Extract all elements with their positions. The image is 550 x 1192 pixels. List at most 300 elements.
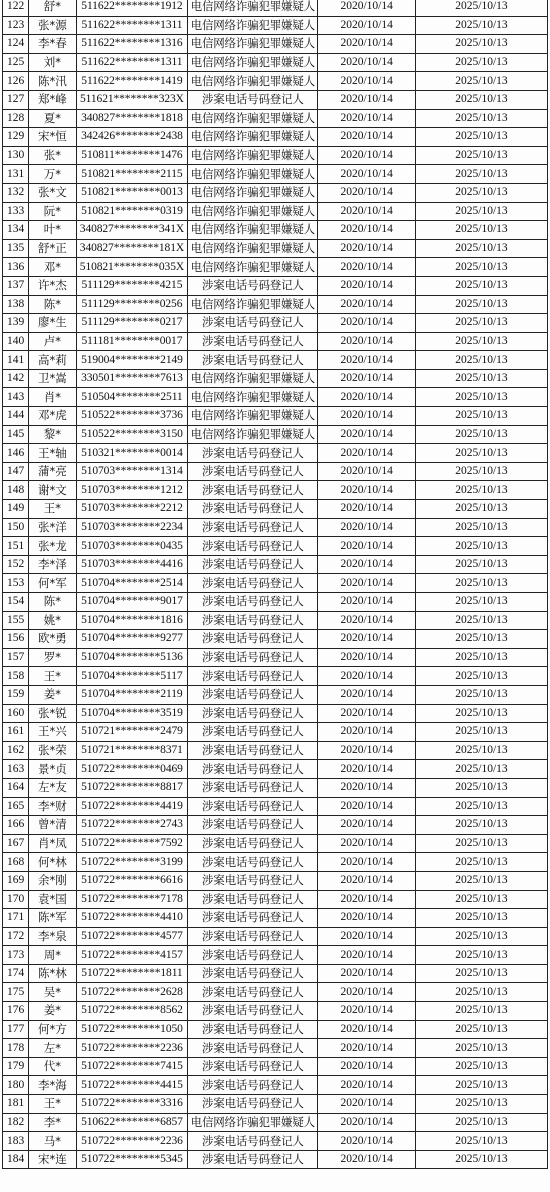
end-date-cell: 2025/10/13 <box>416 369 548 388</box>
id-number-cell: 510821********0319 <box>76 202 188 221</box>
row-number-cell: 128 <box>3 109 29 128</box>
row-number-cell: 156 <box>3 630 29 649</box>
end-date-cell: 2025/10/13 <box>416 983 548 1002</box>
role-description-cell: 电信网络诈骗犯罪嫌疑人 <box>188 165 318 184</box>
id-number-cell: 510622********6857 <box>76 1113 188 1132</box>
row-number-cell: 144 <box>3 407 29 426</box>
role-description-cell: 涉案电话号码登记人 <box>188 723 318 742</box>
end-date-cell: 2025/10/13 <box>416 183 548 202</box>
table-row <box>3 332 548 351</box>
person-name-cell: 王*轴 <box>29 444 76 463</box>
start-date-cell: 2020/10/14 <box>318 183 416 202</box>
start-date-cell: 2020/10/14 <box>318 983 416 1002</box>
end-date-cell: 2025/10/13 <box>416 53 548 72</box>
role-description-cell: 电信网络诈骗犯罪嫌疑人 <box>188 1113 318 1132</box>
end-date-cell: 2025/10/13 <box>416 778 548 797</box>
row-number-cell: 170 <box>3 890 29 909</box>
person-name-cell: 王*兴 <box>29 723 76 742</box>
row-number-cell: 130 <box>3 146 29 165</box>
role-description-cell: 涉案电话号码登记人 <box>188 704 318 723</box>
id-number-cell: 510703********2212 <box>76 500 188 519</box>
person-name-cell: 阮* <box>29 202 76 221</box>
end-date-cell: 2025/10/13 <box>416 295 548 314</box>
start-date-cell: 2020/10/14 <box>318 593 416 612</box>
start-date-cell: 2020/10/14 <box>318 667 416 686</box>
id-number-cell: 510821********035X <box>76 258 188 277</box>
role-description-cell: 涉案电话号码登记人 <box>188 518 318 537</box>
id-number-cell: 510722********3316 <box>76 1095 188 1114</box>
end-date-cell: 2025/10/13 <box>416 1002 548 1021</box>
role-description-cell: 涉案电话号码登记人 <box>188 890 318 909</box>
role-description-cell: 涉案电话号码登记人 <box>188 778 318 797</box>
role-description-cell: 涉案电话号码登记人 <box>188 871 318 890</box>
person-name-cell: 张* <box>29 146 76 165</box>
start-date-cell: 2020/10/14 <box>318 500 416 519</box>
role-description-cell: 涉案电话号码登记人 <box>188 537 318 556</box>
person-name-cell: 李*春 <box>29 35 76 54</box>
end-date-cell: 2025/10/13 <box>416 574 548 593</box>
id-number-cell: 510703********4416 <box>76 555 188 574</box>
person-name-cell: 景*贞 <box>29 760 76 779</box>
start-date-cell: 2020/10/14 <box>318 890 416 909</box>
row-number-cell: 163 <box>3 760 29 779</box>
start-date-cell: 2020/10/14 <box>318 425 416 444</box>
id-number-cell: 511622********1311 <box>76 16 188 35</box>
person-name-cell: 张*龙 <box>29 537 76 556</box>
table-row <box>3 834 548 853</box>
role-description-cell: 涉案电话号码登记人 <box>188 1095 318 1114</box>
table-row <box>3 1002 548 1021</box>
role-description-cell: 涉案电话号码登记人 <box>188 314 318 333</box>
start-date-cell: 2020/10/14 <box>318 53 416 72</box>
row-number-cell: 138 <box>3 295 29 314</box>
end-date-cell: 2025/10/13 <box>416 946 548 965</box>
role-description-cell: 涉案电话号码登记人 <box>188 741 318 760</box>
id-number-cell: 510721********8371 <box>76 741 188 760</box>
row-number-cell: 142 <box>3 369 29 388</box>
id-number-cell: 510722********7178 <box>76 890 188 909</box>
start-date-cell: 2020/10/14 <box>318 741 416 760</box>
id-number-cell: 510722********2628 <box>76 983 188 1002</box>
data-table <box>2 0 548 1169</box>
role-description-cell: 电信网络诈骗犯罪嫌疑人 <box>188 0 318 16</box>
person-name-cell: 谢*文 <box>29 481 76 500</box>
id-number-cell: 511622********1311 <box>76 53 188 72</box>
table-row <box>3 890 548 909</box>
start-date-cell: 2020/10/14 <box>318 630 416 649</box>
id-number-cell: 511181********0017 <box>76 332 188 351</box>
start-date-cell: 2020/10/14 <box>318 797 416 816</box>
person-name-cell: 马* <box>29 1132 76 1151</box>
person-name-cell: 廖*生 <box>29 314 76 333</box>
end-date-cell: 2025/10/13 <box>416 444 548 463</box>
row-number-cell: 182 <box>3 1113 29 1132</box>
role-description-cell: 电信网络诈骗犯罪嫌疑人 <box>188 16 318 35</box>
end-date-cell: 2025/10/13 <box>416 351 548 370</box>
end-date-cell: 2025/10/13 <box>416 1076 548 1095</box>
end-date-cell: 2025/10/13 <box>416 202 548 221</box>
person-name-cell: 张*文 <box>29 183 76 202</box>
end-date-cell: 2025/10/13 <box>416 16 548 35</box>
table-row <box>3 128 548 147</box>
id-number-cell: 340827********1818 <box>76 109 188 128</box>
id-number-cell: 511622********1912 <box>76 0 188 16</box>
row-number-cell: 169 <box>3 871 29 890</box>
person-name-cell: 舒*正 <box>29 239 76 258</box>
table-row <box>3 53 548 72</box>
person-name-cell: 陈*汛 <box>29 72 76 91</box>
role-description-cell: 涉案电话号码登记人 <box>188 927 318 946</box>
person-name-cell: 肖* <box>29 388 76 407</box>
table-row <box>3 760 548 779</box>
id-number-cell: 510703********2234 <box>76 518 188 537</box>
person-name-cell: 张*洋 <box>29 518 76 537</box>
id-number-cell: 510722********8817 <box>76 778 188 797</box>
id-number-cell: 510722********3199 <box>76 853 188 872</box>
end-date-cell: 2025/10/13 <box>416 1132 548 1151</box>
person-name-cell: 宋*连 <box>29 1150 76 1169</box>
role-description-cell: 涉案电话号码登记人 <box>188 444 318 463</box>
table-row <box>3 630 548 649</box>
table-body <box>3 0 548 1169</box>
end-date-cell: 2025/10/13 <box>416 667 548 686</box>
id-number-cell: 510321********0014 <box>76 444 188 463</box>
end-date-cell: 2025/10/13 <box>416 500 548 519</box>
start-date-cell: 2020/10/14 <box>318 778 416 797</box>
person-name-cell: 蒲*亮 <box>29 462 76 481</box>
id-number-cell: 511129********4215 <box>76 276 188 295</box>
start-date-cell: 2020/10/14 <box>318 407 416 426</box>
row-number-cell: 168 <box>3 853 29 872</box>
table-row <box>3 221 548 240</box>
end-date-cell: 2025/10/13 <box>416 258 548 277</box>
row-number-cell: 146 <box>3 444 29 463</box>
role-description-cell: 涉案电话号码登记人 <box>188 909 318 928</box>
id-number-cell: 519004********2149 <box>76 351 188 370</box>
person-name-cell: 吴* <box>29 983 76 1002</box>
table-row <box>3 667 548 686</box>
person-name-cell: 李*泉 <box>29 927 76 946</box>
end-date-cell: 2025/10/13 <box>416 388 548 407</box>
id-number-cell: 510704********3519 <box>76 704 188 723</box>
start-date-cell: 2020/10/14 <box>318 0 416 16</box>
id-number-cell: 511129********0256 <box>76 295 188 314</box>
table-row <box>3 109 548 128</box>
table-row <box>3 816 548 835</box>
id-number-cell: 510722********4410 <box>76 909 188 928</box>
role-description-cell: 电信网络诈骗犯罪嫌疑人 <box>188 258 318 277</box>
role-description-cell: 涉案电话号码登记人 <box>188 90 318 109</box>
table-row <box>3 723 548 742</box>
start-date-cell: 2020/10/14 <box>318 332 416 351</box>
person-name-cell: 李*海 <box>29 1076 76 1095</box>
start-date-cell: 2020/10/14 <box>318 462 416 481</box>
person-name-cell: 宋*恒 <box>29 128 76 147</box>
role-description-cell: 涉案电话号码登记人 <box>188 853 318 872</box>
person-name-cell: 陈* <box>29 593 76 612</box>
end-date-cell: 2025/10/13 <box>416 239 548 258</box>
row-number-cell: 159 <box>3 685 29 704</box>
role-description-cell: 涉案电话号码登记人 <box>188 462 318 481</box>
start-date-cell: 2020/10/14 <box>318 1076 416 1095</box>
row-number-cell: 133 <box>3 202 29 221</box>
table-row <box>3 1076 548 1095</box>
row-number-cell: 150 <box>3 518 29 537</box>
start-date-cell: 2020/10/14 <box>318 518 416 537</box>
table-row <box>3 685 548 704</box>
person-name-cell: 何*军 <box>29 574 76 593</box>
end-date-cell: 2025/10/13 <box>416 890 548 909</box>
id-number-cell: 510722********1811 <box>76 964 188 983</box>
person-name-cell: 李*泽 <box>29 555 76 574</box>
start-date-cell: 2020/10/14 <box>318 481 416 500</box>
start-date-cell: 2020/10/14 <box>318 1095 416 1114</box>
row-number-cell: 127 <box>3 90 29 109</box>
row-number-cell: 151 <box>3 537 29 556</box>
id-number-cell: 510722********4157 <box>76 946 188 965</box>
table-row <box>3 407 548 426</box>
start-date-cell: 2020/10/14 <box>318 760 416 779</box>
role-description-cell: 涉案电话号码登记人 <box>188 332 318 351</box>
start-date-cell: 2020/10/14 <box>318 1002 416 1021</box>
start-date-cell: 2020/10/14 <box>318 946 416 965</box>
end-date-cell: 2025/10/13 <box>416 1113 548 1132</box>
id-number-cell: 511622********1316 <box>76 35 188 54</box>
table-row <box>3 481 548 500</box>
end-date-cell: 2025/10/13 <box>416 109 548 128</box>
start-date-cell: 2020/10/14 <box>318 276 416 295</box>
end-date-cell: 2025/10/13 <box>416 0 548 16</box>
table-row <box>3 258 548 277</box>
role-description-cell: 涉案电话号码登记人 <box>188 574 318 593</box>
person-name-cell: 陈*林 <box>29 964 76 983</box>
person-name-cell: 代* <box>29 1057 76 1076</box>
row-number-cell: 129 <box>3 128 29 147</box>
id-number-cell: 510703********1314 <box>76 462 188 481</box>
start-date-cell: 2020/10/14 <box>318 927 416 946</box>
role-description-cell: 电信网络诈骗犯罪嫌疑人 <box>188 407 318 426</box>
start-date-cell: 2020/10/14 <box>318 1113 416 1132</box>
role-description-cell: 电信网络诈骗犯罪嫌疑人 <box>188 53 318 72</box>
role-description-cell: 电信网络诈骗犯罪嫌疑人 <box>188 35 318 54</box>
end-date-cell: 2025/10/13 <box>416 593 548 612</box>
id-number-cell: 510704********2119 <box>76 685 188 704</box>
row-number-cell: 137 <box>3 276 29 295</box>
table-row <box>3 239 548 258</box>
role-description-cell: 电信网络诈骗犯罪嫌疑人 <box>188 183 318 202</box>
end-date-cell: 2025/10/13 <box>416 314 548 333</box>
id-number-cell: 510722********1050 <box>76 1020 188 1039</box>
person-name-cell: 邓*虎 <box>29 407 76 426</box>
table-row <box>3 555 548 574</box>
row-number-cell: 124 <box>3 35 29 54</box>
person-name-cell: 夏* <box>29 109 76 128</box>
row-number-cell: 126 <box>3 72 29 91</box>
id-number-cell: 510722********7592 <box>76 834 188 853</box>
role-description-cell: 涉案电话号码登记人 <box>188 667 318 686</box>
start-date-cell: 2020/10/14 <box>318 964 416 983</box>
row-number-cell: 160 <box>3 704 29 723</box>
person-name-cell: 曾*清 <box>29 816 76 835</box>
person-name-cell: 张*源 <box>29 16 76 35</box>
start-date-cell: 2020/10/14 <box>318 128 416 147</box>
person-name-cell: 李*财 <box>29 797 76 816</box>
role-description-cell: 涉案电话号码登记人 <box>188 1039 318 1058</box>
end-date-cell: 2025/10/13 <box>416 425 548 444</box>
role-description-cell: 电信网络诈骗犯罪嫌疑人 <box>188 239 318 258</box>
id-number-cell: 510704********9017 <box>76 593 188 612</box>
start-date-cell: 2020/10/14 <box>318 704 416 723</box>
person-name-cell: 姜* <box>29 1002 76 1021</box>
person-name-cell: 何*方 <box>29 1020 76 1039</box>
end-date-cell: 2025/10/13 <box>416 927 548 946</box>
start-date-cell: 2020/10/14 <box>318 369 416 388</box>
table-row <box>3 518 548 537</box>
start-date-cell: 2020/10/14 <box>318 444 416 463</box>
end-date-cell: 2025/10/13 <box>416 90 548 109</box>
id-number-cell: 510522********3150 <box>76 425 188 444</box>
row-number-cell: 139 <box>3 314 29 333</box>
person-name-cell: 王* <box>29 1095 76 1114</box>
role-description-cell: 涉案电话号码登记人 <box>188 1057 318 1076</box>
person-name-cell: 周* <box>29 946 76 965</box>
id-number-cell: 510722********4419 <box>76 797 188 816</box>
table-row <box>3 1113 548 1132</box>
start-date-cell: 2020/10/14 <box>318 35 416 54</box>
id-number-cell: 510722********2236 <box>76 1132 188 1151</box>
table-row <box>3 871 548 890</box>
table-row <box>3 1020 548 1039</box>
id-number-cell: 510704********2514 <box>76 574 188 593</box>
table-row <box>3 0 548 16</box>
start-date-cell: 2020/10/14 <box>318 239 416 258</box>
table-row <box>3 146 548 165</box>
role-description-cell: 电信网络诈骗犯罪嫌疑人 <box>188 221 318 240</box>
end-date-cell: 2025/10/13 <box>416 72 548 91</box>
row-number-cell: 165 <box>3 797 29 816</box>
table-row <box>3 35 548 54</box>
start-date-cell: 2020/10/14 <box>318 90 416 109</box>
end-date-cell: 2025/10/13 <box>416 723 548 742</box>
role-description-cell: 涉案电话号码登记人 <box>188 983 318 1002</box>
row-number-cell: 176 <box>3 1002 29 1021</box>
start-date-cell: 2020/10/14 <box>318 909 416 928</box>
person-name-cell: 张*锐 <box>29 704 76 723</box>
end-date-cell: 2025/10/13 <box>416 165 548 184</box>
start-date-cell: 2020/10/14 <box>318 314 416 333</box>
table-row <box>3 276 548 295</box>
end-date-cell: 2025/10/13 <box>416 816 548 835</box>
role-description-cell: 电信网络诈骗犯罪嫌疑人 <box>188 295 318 314</box>
table-row <box>3 1132 548 1151</box>
role-description-cell: 涉案电话号码登记人 <box>188 1002 318 1021</box>
end-date-cell: 2025/10/13 <box>416 871 548 890</box>
end-date-cell: 2025/10/13 <box>416 518 548 537</box>
table-row <box>3 909 548 928</box>
person-name-cell: 卢* <box>29 332 76 351</box>
start-date-cell: 2020/10/14 <box>318 685 416 704</box>
row-number-cell: 184 <box>3 1150 29 1169</box>
row-number-cell: 157 <box>3 648 29 667</box>
person-name-cell: 邓* <box>29 258 76 277</box>
role-description-cell: 电信网络诈骗犯罪嫌疑人 <box>188 72 318 91</box>
role-description-cell: 涉案电话号码登记人 <box>188 1076 318 1095</box>
table-row <box>3 648 548 667</box>
id-number-cell: 511621********323X <box>76 90 188 109</box>
role-description-cell: 涉案电话号码登记人 <box>188 630 318 649</box>
end-date-cell: 2025/10/13 <box>416 128 548 147</box>
id-number-cell: 510721********2479 <box>76 723 188 742</box>
person-name-cell: 高*莉 <box>29 351 76 370</box>
start-date-cell: 2020/10/14 <box>318 871 416 890</box>
row-number-cell: 154 <box>3 593 29 612</box>
row-number-cell: 136 <box>3 258 29 277</box>
start-date-cell: 2020/10/14 <box>318 16 416 35</box>
person-name-cell: 左* <box>29 1039 76 1058</box>
row-number-cell: 134 <box>3 221 29 240</box>
role-description-cell: 电信网络诈骗犯罪嫌疑人 <box>188 425 318 444</box>
person-name-cell: 陈*军 <box>29 909 76 928</box>
role-description-cell: 电信网络诈骗犯罪嫌疑人 <box>188 128 318 147</box>
person-name-cell: 袁*国 <box>29 890 76 909</box>
id-number-cell: 510811********1476 <box>76 146 188 165</box>
person-name-cell: 陈* <box>29 295 76 314</box>
end-date-cell: 2025/10/13 <box>416 630 548 649</box>
person-name-cell: 罗* <box>29 648 76 667</box>
start-date-cell: 2020/10/14 <box>318 723 416 742</box>
role-description-cell: 涉案电话号码登记人 <box>188 648 318 667</box>
row-number-cell: 147 <box>3 462 29 481</box>
role-description-cell: 涉案电话号码登记人 <box>188 797 318 816</box>
id-number-cell: 510722********5345 <box>76 1150 188 1169</box>
role-description-cell: 涉案电话号码登记人 <box>188 1132 318 1151</box>
person-name-cell: 郑*峰 <box>29 90 76 109</box>
start-date-cell: 2020/10/14 <box>318 853 416 872</box>
role-description-cell: 涉案电话号码登记人 <box>188 946 318 965</box>
row-number-cell: 122 <box>3 0 29 16</box>
role-description-cell: 涉案电话号码登记人 <box>188 964 318 983</box>
id-number-cell: 510704********9277 <box>76 630 188 649</box>
end-date-cell: 2025/10/13 <box>416 481 548 500</box>
person-name-cell: 李* <box>29 1113 76 1132</box>
start-date-cell: 2020/10/14 <box>318 1020 416 1039</box>
row-number-cell: 123 <box>3 16 29 35</box>
start-date-cell: 2020/10/14 <box>318 295 416 314</box>
table-row <box>3 202 548 221</box>
role-description-cell: 涉案电话号码登记人 <box>188 816 318 835</box>
id-number-cell: 510504********2511 <box>76 388 188 407</box>
table-row <box>3 1057 548 1076</box>
table-row <box>3 183 548 202</box>
id-number-cell: 510704********5117 <box>76 667 188 686</box>
person-name-cell: 余*刚 <box>29 871 76 890</box>
person-name-cell: 何*林 <box>29 853 76 872</box>
row-number-cell: 172 <box>3 927 29 946</box>
table-row <box>3 462 548 481</box>
end-date-cell: 2025/10/13 <box>416 332 548 351</box>
table-row <box>3 704 548 723</box>
end-date-cell: 2025/10/13 <box>416 909 548 928</box>
role-description-cell: 涉案电话号码登记人 <box>188 760 318 779</box>
row-number-cell: 164 <box>3 778 29 797</box>
id-number-cell: 330501********7613 <box>76 369 188 388</box>
table-row <box>3 1095 548 1114</box>
table-row <box>3 964 548 983</box>
start-date-cell: 2020/10/14 <box>318 1057 416 1076</box>
id-number-cell: 510722********7415 <box>76 1057 188 1076</box>
row-number-cell: 148 <box>3 481 29 500</box>
table-row <box>3 778 548 797</box>
